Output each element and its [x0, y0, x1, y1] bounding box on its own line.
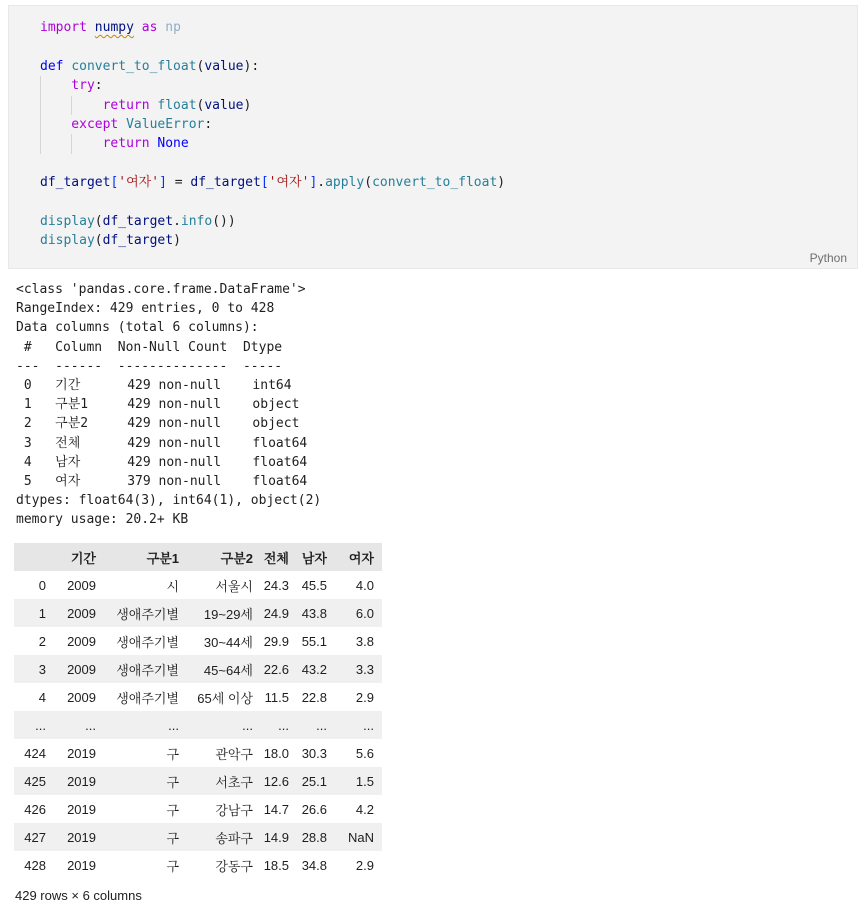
code-token: '여자': [268, 175, 310, 191]
code-token: ValueError: [126, 116, 205, 132]
table-cell: 구: [166, 746, 179, 762]
indent-guide: [40, 76, 71, 95]
code-token: float: [157, 97, 197, 113]
code-line: [40, 37, 857, 56]
info-line: dtypes: float64(3), int64(1), object(2): [16, 493, 322, 509]
code-cell[interactable]: [8, 5, 858, 269]
table-cell: 34.8: [301, 857, 327, 873]
code-token: =: [166, 175, 191, 191]
table-cell: 관악구: [215, 746, 253, 762]
code-token: convert_to_float: [71, 58, 197, 74]
code-token: (: [364, 175, 373, 191]
table-cell: 2019: [67, 829, 96, 845]
code-token: value: [204, 58, 244, 74]
table-cell: 24.3: [263, 577, 289, 593]
table-cell: ...: [85, 717, 96, 733]
column-header: 구분1: [104, 543, 187, 571]
table-cell: 12.6: [263, 773, 289, 789]
table-cell: 생애주기별: [116, 690, 179, 706]
code-token: numpy: [94, 20, 134, 35]
table-cell: 2009: [67, 605, 96, 621]
table-row: [14, 599, 382, 627]
table-cell: ...: [35, 717, 46, 733]
table-cell: 18.0: [263, 745, 289, 761]
table-row: [14, 795, 382, 823]
table-cell: 생애주기별: [116, 606, 179, 622]
code-line: [40, 115, 857, 134]
table-cell: 30.3: [301, 745, 327, 761]
code-token: def: [40, 58, 64, 74]
table-cell: 22.6: [263, 661, 289, 677]
code-token: [87, 20, 95, 35]
table-cell: 4.2: [355, 801, 374, 817]
code-token: '여자': [118, 175, 160, 191]
table-cell: 강남구: [215, 802, 253, 818]
table-cell: 2.9: [355, 857, 374, 873]
table-cell: 14.7: [263, 801, 289, 817]
table-cell: 3.8: [355, 633, 374, 649]
table-cell: 14.9: [263, 829, 289, 845]
table-cell: 55.1: [301, 633, 327, 649]
info-line: 3 전체 429 non-null float64: [16, 435, 308, 451]
info-line: RangeIndex: 429 entries, 0 to 428: [16, 301, 275, 317]
table-cell: 426: [24, 801, 46, 817]
table-cell: 424: [24, 745, 46, 761]
code-token: return: [102, 136, 150, 152]
table-cell: 65세 이상: [197, 690, 253, 706]
code-line: [40, 134, 857, 153]
code-token: ()): [212, 213, 236, 229]
table-cell: 18.5: [263, 857, 289, 873]
code-token: df_target: [40, 175, 111, 191]
code-token: :: [94, 78, 103, 94]
code-token: (: [196, 97, 205, 113]
table-cell: 43.8: [301, 605, 327, 621]
dataframe-info-output: [16, 280, 866, 529]
code-line: [40, 231, 857, 250]
python-code-editor[interactable]: [9, 6, 857, 251]
code-line: [40, 57, 857, 76]
table-cell: 2019: [67, 745, 96, 761]
table-cell: 2009: [67, 577, 96, 593]
code-line: [40, 154, 857, 173]
table-cell: 2009: [67, 689, 96, 705]
code-token: ): [497, 175, 506, 191]
code-token: None: [157, 136, 189, 152]
code-line: [40, 96, 857, 115]
table-cell: 30~44세: [203, 634, 253, 650]
table-cell: 26.6: [301, 801, 327, 817]
table-cell: 0: [38, 577, 46, 593]
code-token: value: [204, 97, 244, 113]
table-cell: 22.8: [301, 689, 327, 705]
code-token: except: [71, 116, 119, 132]
table-cell: 구: [166, 858, 179, 874]
code-token: try: [71, 78, 95, 94]
table-cell: 3: [38, 661, 46, 677]
table-cell: 2019: [67, 857, 96, 873]
indent-guide: [40, 96, 71, 115]
info-line: 1 구분1 429 non-null object: [16, 397, 308, 413]
column-header: 남자: [297, 543, 335, 571]
code-token: return: [102, 97, 150, 113]
info-line: 4 남자 429 non-null float64: [16, 454, 308, 470]
table-cell: ...: [363, 717, 374, 733]
code-token: [: [260, 175, 269, 191]
table-cell: 2019: [67, 773, 96, 789]
table-cell: ...: [316, 717, 327, 733]
table-cell: 19~29세: [203, 606, 253, 622]
column-header: 전체: [261, 543, 297, 571]
code-token: (: [94, 233, 103, 249]
column-header: 기간: [54, 543, 104, 571]
code-token: as: [141, 20, 158, 35]
column-header: 구분2: [187, 543, 261, 571]
table-cell: 생애주기별: [116, 662, 179, 678]
code-token: ): [173, 233, 181, 249]
table-cell: 송파구: [215, 830, 253, 846]
info-line: --- ------ -------------- -----: [16, 358, 298, 374]
code-token: display: [40, 233, 95, 249]
info-line: 0 기간 429 non-null int64: [16, 377, 308, 393]
code-token: (: [196, 58, 205, 74]
indent-guide: [71, 134, 102, 153]
code-line: [40, 212, 857, 231]
table-row: [14, 851, 382, 879]
table-cell: ...: [168, 717, 179, 733]
code-token: np: [165, 20, 181, 35]
code-token: display: [40, 213, 95, 229]
info-line: 2 구분2 429 non-null object: [16, 416, 308, 432]
table-cell: 2019: [67, 801, 96, 817]
table-cell: 425: [24, 773, 46, 789]
table-cell: NaN: [347, 829, 374, 845]
code-token: ): [243, 97, 252, 113]
code-token: :: [204, 116, 213, 132]
table-row: [14, 627, 382, 655]
table-cell: 시: [166, 578, 179, 594]
code-token: ]: [159, 175, 167, 191]
table-row: [14, 823, 382, 851]
table-cell: 3.3: [355, 661, 374, 677]
notebook-page: [0, 5, 866, 903]
code-token: import: [40, 20, 87, 35]
info-line: 5 여자 379 non-null float64: [16, 473, 308, 489]
code-token: df_target: [102, 233, 174, 249]
table-cell: 6.0: [355, 605, 374, 621]
table-cell: 생애주기별: [116, 634, 179, 650]
code-token: df_target: [190, 175, 261, 191]
dataframe-shape-footer: 429 rows × 6 columns: [15, 888, 142, 904]
table-cell: 2: [38, 633, 46, 649]
table-cell: 25.1: [301, 773, 327, 789]
code-line: [40, 193, 857, 212]
table-cell: 구: [166, 830, 179, 846]
table-cell: 24.9: [263, 605, 289, 621]
table-cell: 43.2: [301, 661, 327, 677]
column-header: [14, 543, 54, 571]
table-cell: 2.9: [355, 689, 374, 705]
info-line: Data columns (total 6 columns):: [16, 320, 259, 336]
table-cell: 1: [38, 605, 46, 621]
info-line: <class 'pandas.core.frame.DataFrame'>: [16, 282, 306, 297]
indent-guide: [40, 115, 71, 134]
table-row: [14, 683, 382, 711]
code-token: [: [110, 175, 119, 191]
table-cell: 45.5: [301, 577, 327, 593]
table-row: [14, 711, 382, 739]
table-row: [14, 571, 382, 599]
code-line: [40, 76, 857, 95]
code-token: ]: [309, 175, 318, 191]
indent-guide: [40, 134, 71, 153]
code-token: df_target: [102, 213, 174, 229]
table-cell: 11.5: [264, 689, 289, 705]
code-token: .: [173, 213, 181, 229]
info-line: # Column Non-Null Count Dtype: [16, 339, 298, 355]
table-cell: 28.8: [301, 829, 327, 845]
table-cell: 구: [166, 774, 179, 790]
table-cell: 29.9: [263, 633, 289, 649]
table-row: [14, 767, 382, 795]
table-cell: 2009: [67, 661, 96, 677]
table-cell: 2009: [67, 633, 96, 649]
dataframe-table: [14, 543, 382, 879]
table-cell: 427: [24, 829, 46, 845]
table-cell: 5.6: [355, 745, 374, 761]
code-token: apply: [325, 175, 365, 191]
code-token: .: [317, 175, 326, 191]
table-row: [14, 739, 382, 767]
code-token: [118, 117, 126, 132]
code-token: ):: [243, 58, 260, 74]
column-header: 여자: [335, 543, 382, 571]
info-line: memory usage: 20.2+ KB: [16, 512, 189, 528]
table-header-row: [14, 543, 382, 571]
table-cell: 서초구: [215, 774, 253, 790]
table-cell: 45~64세: [203, 662, 253, 678]
table-cell: 4.0: [355, 577, 374, 593]
table-cell: 강동구: [215, 858, 253, 874]
code-token: convert_to_float: [372, 175, 498, 191]
table-cell: ...: [242, 717, 253, 733]
code-token: [134, 20, 142, 35]
table-cell: 1.5: [355, 773, 374, 789]
table-cell: ...: [278, 717, 289, 733]
table-cell: 4: [38, 689, 46, 705]
table-row: [14, 655, 382, 683]
indent-guide: [71, 96, 102, 115]
table-cell: 428: [24, 857, 46, 873]
cell-language-label: Python: [809, 251, 847, 265]
code-line: [40, 173, 857, 192]
code-token: (: [94, 213, 103, 229]
code-token: info: [180, 213, 213, 229]
table-cell: 구: [166, 802, 179, 818]
code-line: [40, 18, 857, 37]
table-cell: 서울시: [215, 578, 253, 594]
